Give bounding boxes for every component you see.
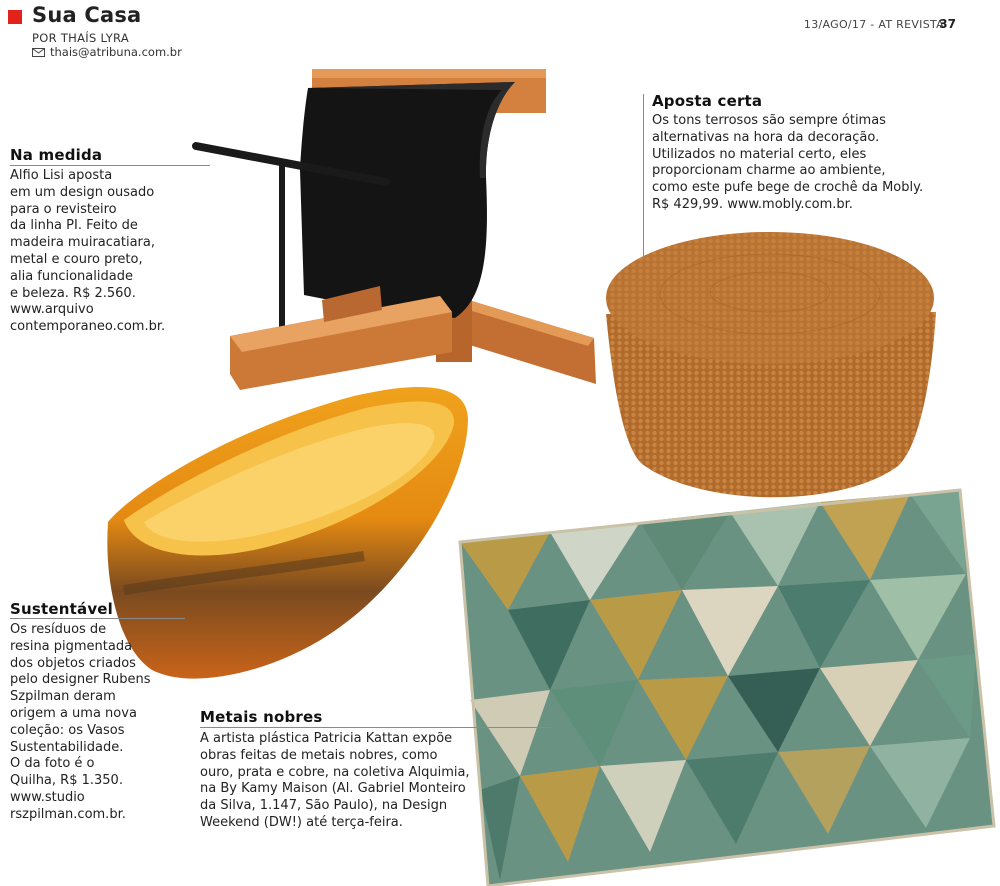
title-rule [200,727,552,728]
title-rule [643,94,644,260]
section-marker [8,10,22,24]
article-title-na-medida: Na medida [10,146,103,164]
article-body-aposta-certa: Os tons terrosos são sempre ótimas alternativas na hora da decoração. Utilizados no material certo, eles proporcionam charme ao ambiente, como este pufe bege de crochê da Mobly. R$ 429,99. www.mobly.com.br. [652,113,924,212]
author-email-row [32,45,182,59]
geometric-rug-image [460,490,996,886]
article-body-sustentavel: Os resíduos de resina pigmentada dos objetos criados pelo designer Rubens Szpilman deram origem a uma nova coleção: os Vasos Sustentabilidade. O da foto é o Quilha, R$ 1.350. www.studio rszpilman.com.br. [10,622,151,822]
title-rule [10,165,210,166]
author-byline: POR THAÍS LYRA [32,31,130,45]
section-title: Sua Casa [32,3,142,27]
page-number: 37 [939,17,956,31]
magazine-rack-image [190,60,610,400]
issue-date: 13/AGO/17 - AT REVISTA [803,18,944,31]
article-title-sustentavel: Sustentável [10,600,114,618]
article-body-metais-nobres: A artista plástica Patricia Kattan expõe obras feitas de metais nobres, como ouro, prata e cobre, na coletiva Alquimia, na By Kamy Maison (Al. Gabriel Monteiro da Silva, 1.147, São Paulo), na Design Weekend (DW!) até terça-feira. [200,731,470,830]
article-title-aposta-certa: Aposta certa [652,92,763,110]
author-email[interactable]: thais@atribuna.com.br [50,45,182,59]
article-title-metais-nobres: Metais nobres [200,708,323,726]
envelope-icon [32,48,45,57]
article-body-na-medida: Alfio Lisi aposta em um design ousado para o revisteiro da linha PI. Feito de madeira muiracatiara, metal e couro preto, alia funcionalidade e beleza. R$ 2.560. www.arquivo contemporaneo.com.br. [10,168,166,335]
title-rule [10,618,185,619]
crochet-pouf-image [602,226,938,508]
